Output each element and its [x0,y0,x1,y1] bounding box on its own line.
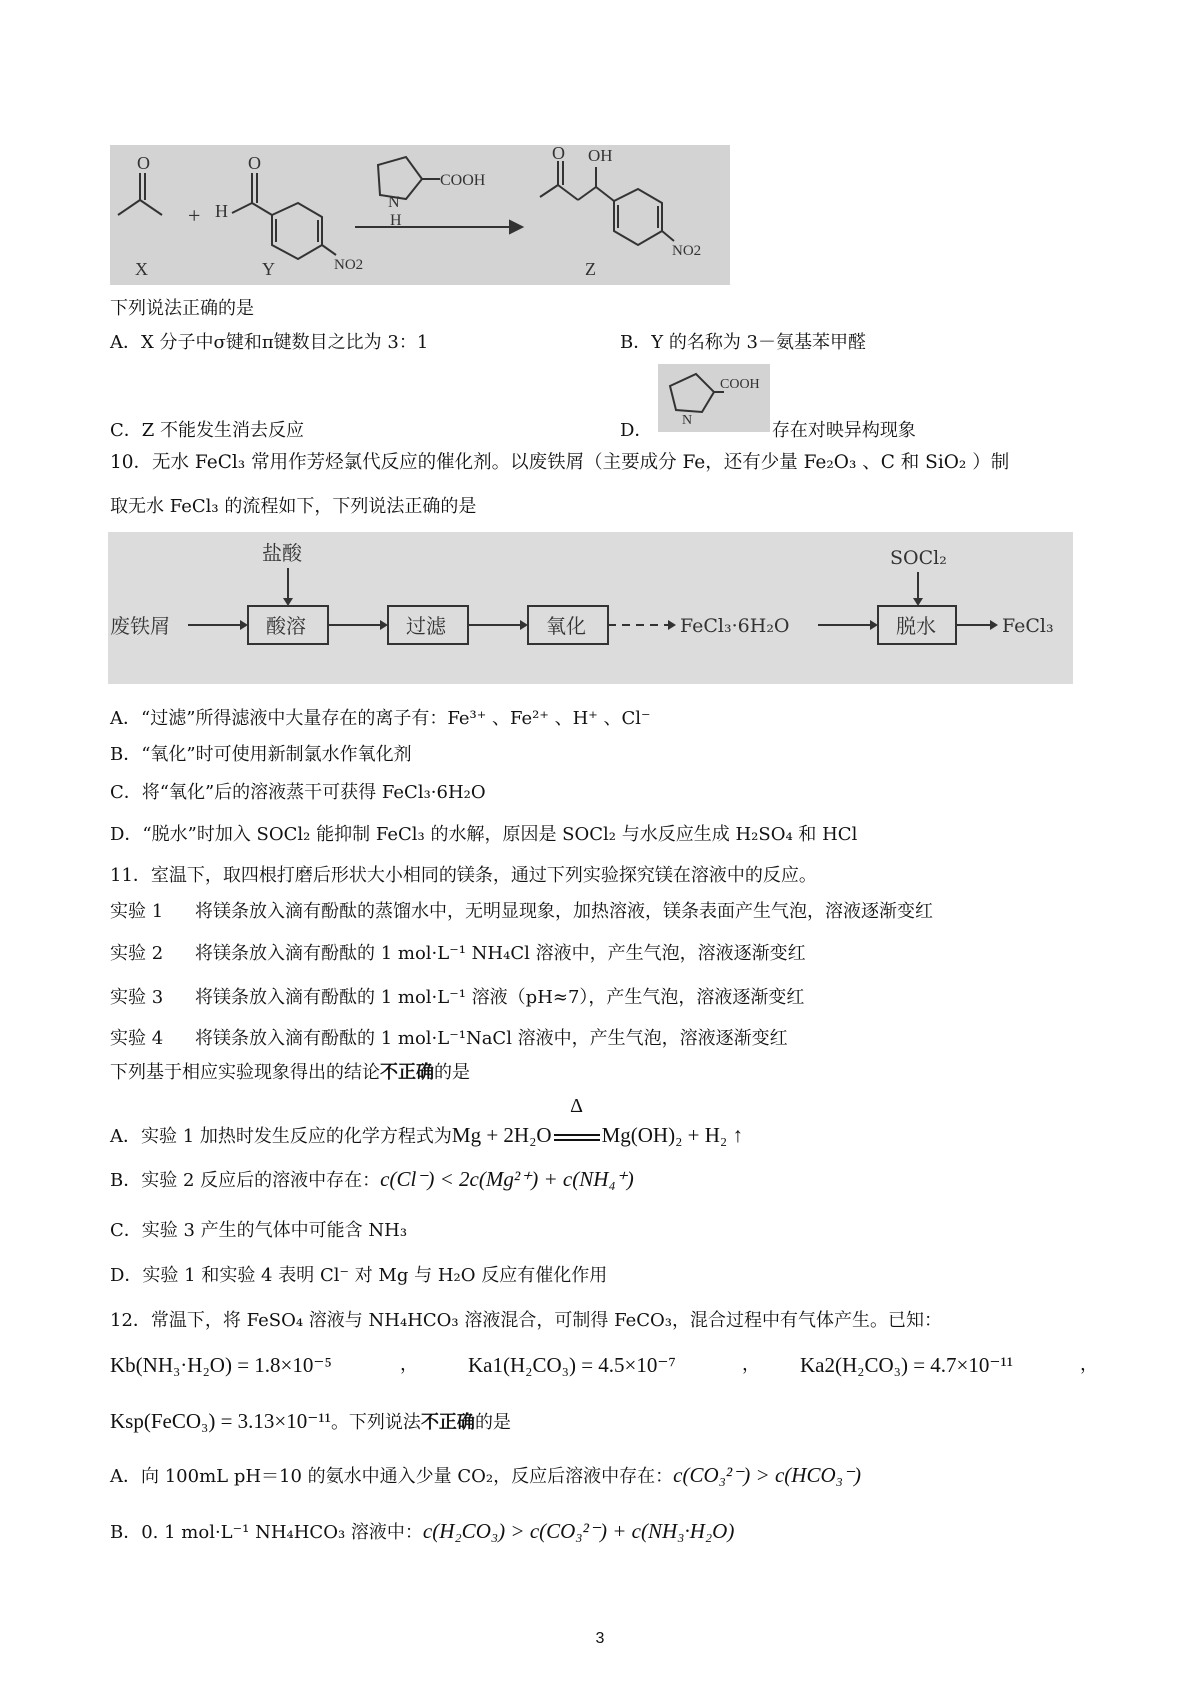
q11-exp2 [110,941,806,967]
q9-prompt: 下列说法正确的是 [110,298,254,319]
q11-a-eq-arrow: Δ [552,1123,602,1149]
label-z: Z [585,259,596,279]
page-number: 3 [595,1630,605,1647]
q10-option-d: D．“脱水”时加入 SOCl₂ 能抑制 FeCl₃ 的水解，原因是 SOCl₂ 与水反应生成 H₂SO₄ 和 HCl [110,824,858,845]
structure-z [540,161,674,245]
atom-n-cat: N [388,194,400,211]
q11-option-d: D．实验 1 和实验 4 表明 Cl⁻ 对 Mg 与 H₂O 反应有催化作用 [110,1265,608,1286]
q10-option-b: B．“氧化”时可使用新制氯水作氧化剂 [110,744,412,765]
atom-o-z: O [552,145,565,163]
q12-b-math: c(H₂CO₃) > c(CO₃²⁻) + c(NH₃·H₂O) [422,1519,735,1543]
label-x: X [135,259,148,279]
q11-exp1 [110,899,933,925]
group-cooh-d: COOH [720,377,760,392]
q11-exp4-label: 实验 4 [110,1028,164,1049]
atom-o-x: O [137,153,150,173]
atom-h-cat: H [390,212,402,229]
q12-option-b: B．0. 1 mol·L⁻¹ NH₄HCO₃ 溶液中：c(H₂CO₃) > c(CO₃²⁻) + c(NH₃·H₂O) [110,1519,735,1543]
q10-stem-line1: 10．无水 FeCl₃ 常用作芳烃氯代反应的催化剂。以废铁屑（主要成分 Fe，还有少量 Fe₂O₃ 、C 和 SiO₂ ）制 [110,452,1010,473]
group-cooh-cat: COOH [440,172,486,189]
q11-option-b: B．实验 2 反应后的溶液中存在：c(Cl⁻) < 2c(Mg²⁺) + c(NH₄⁺) [110,1167,634,1191]
q9-option-d-prefix: D． [620,420,653,441]
catalyst-proline [378,157,440,199]
flow-step-dehydrate: 脱水 [896,614,936,638]
flow-step-filter: 过滤 [406,614,446,638]
q11-stem: 11．室温下，取四根打磨后形状大小相同的镁条，通过下列实验探究镁在溶液中的反应。 [110,865,817,886]
q9-option-b: B．Y 的名称为 3－氨基苯甲醛 [620,332,867,353]
q12-ksp: Ksp(FeCO₃) = 3.13×10⁻¹¹ [110,1409,331,1433]
q11-a-eq-right: Mg(OH)₂ + H₂ ↑ [601,1123,743,1147]
q11-prompt: 下列基于相应实验现象得出的结论不正确的是 [110,1062,470,1083]
q12-option-a: A．向 100mL pH＝10 的氨水中通入少量 CO₂，反应后溶液中存在：c(CO₃²⁻) > c(HCO₃⁻) [110,1463,862,1487]
q12-kb: Kb(NH₃·H₂O) = 1.8×10⁻⁵ [110,1353,332,1377]
q10-option-c: C．将“氧化”后的溶液蒸干可获得 FeCl₃·6H₂O [110,782,486,803]
flow-intermediate: FeCl₃·6H₂O [680,615,790,637]
q11-exp4-text: 将镁条放入滴有酚酞的 1 mol·L⁻¹NaCl 溶液中，产生气泡，溶液逐渐变红 [195,1028,788,1049]
flow-reagent-socl2: SOCl₂ [890,547,947,569]
q10-option-a: A．“过滤”所得滤液中大量存在的离子有：Fe³⁺ 、Fe²⁺ 、H⁺ 、Cl⁻ [110,708,651,729]
reaction-scheme-figure [110,145,730,285]
plus-sign: + [188,203,201,228]
reaction-arrow [355,221,522,233]
q11-exp1-text: 将镁条放入滴有酚酞的蒸馏水中，无明显现象，加热溶液，镁条表面产生气泡，溶液逐渐变红 [195,901,933,922]
q11-option-c: C．实验 3 产生的气体中可能含 NH₃ [110,1220,408,1241]
flowchart-figure [108,532,1073,684]
q11-exp3-label: 实验 3 [110,987,164,1008]
q11-option-a: A．实验 1 加热时发生反应的化学方程式为Mg + 2H₂O Δ Mg(OH)₂ + H₂ ↑ [110,1095,743,1147]
q11-exp3 [110,985,804,1011]
q9-option-a: A．X 分子中σ键和π键数目之比为 3：1 [110,332,429,353]
atom-n-d: N [682,413,693,428]
q10-stem-line2: 取无水 FeCl₃ 的流程如下，下列说法正确的是 [110,496,477,517]
group-oh-z: OH [588,146,613,165]
group-no2-z: NO2 [672,243,702,259]
q11-b-math: c(Cl⁻) < 2c(Mg²⁺) + c(NH₄⁺) [380,1167,634,1191]
flow-step-acid: 酸溶 [266,614,306,638]
q11-exp1-label: 实验 1 [110,901,164,922]
structure-x [118,173,162,215]
q11-exp4 [110,1026,788,1052]
group-no2-y: NO2 [334,257,364,273]
atom-h-y: H [215,201,228,221]
q12-ksp-line: Ksp(FeCO₃) = 3.13×10⁻¹¹。下列说法不正确的是 [110,1409,511,1433]
q12-ka1: Ka1(H₂CO₃) = 4.5×10⁻⁷ [468,1353,676,1377]
q12-stem-line1: 12．常温下，将 FeSO₄ 溶液与 NH₄HCO₃ 溶液混合，可制得 FeCO₃，混合过程中有气体产生。已知： [110,1310,942,1331]
q11-exp3-text: 将镁条放入滴有酚酞的 1 mol·L⁻¹ 溶液（pH≈7），产生气泡，溶液逐渐变红 [195,987,805,1008]
atom-o-y: O [248,153,261,173]
proline-figure [658,364,770,432]
q11-exp2-text: 将镁条放入滴有酚酞的 1 mol·L⁻¹ NH₄Cl 溶液中，产生气泡，溶液逐渐变红 [195,943,806,964]
q12-a-math: c(CO₃²⁻) > c(HCO₃⁻) [673,1463,862,1487]
q12-ka2: Ka2(H₂CO₃) = 4.7×10⁻¹¹ [800,1353,1014,1377]
flow-reagent-hcl: 盐酸 [262,541,302,565]
q11-exp2-label: 实验 2 [110,943,164,964]
label-y: Y [262,259,275,279]
structure-y [232,173,336,259]
flow-step-oxidize: 氧化 [546,614,586,638]
q9-option-c: C．Z 不能发生消去反应 [110,420,305,441]
flow-product: FeCl₃ [1002,615,1054,637]
q11-a-eq-left: Mg + 2H₂O [451,1123,552,1147]
flow-input: 废铁屑 [110,614,170,638]
q9-option-d-suffix: 存在对映异构现象 [771,420,916,441]
